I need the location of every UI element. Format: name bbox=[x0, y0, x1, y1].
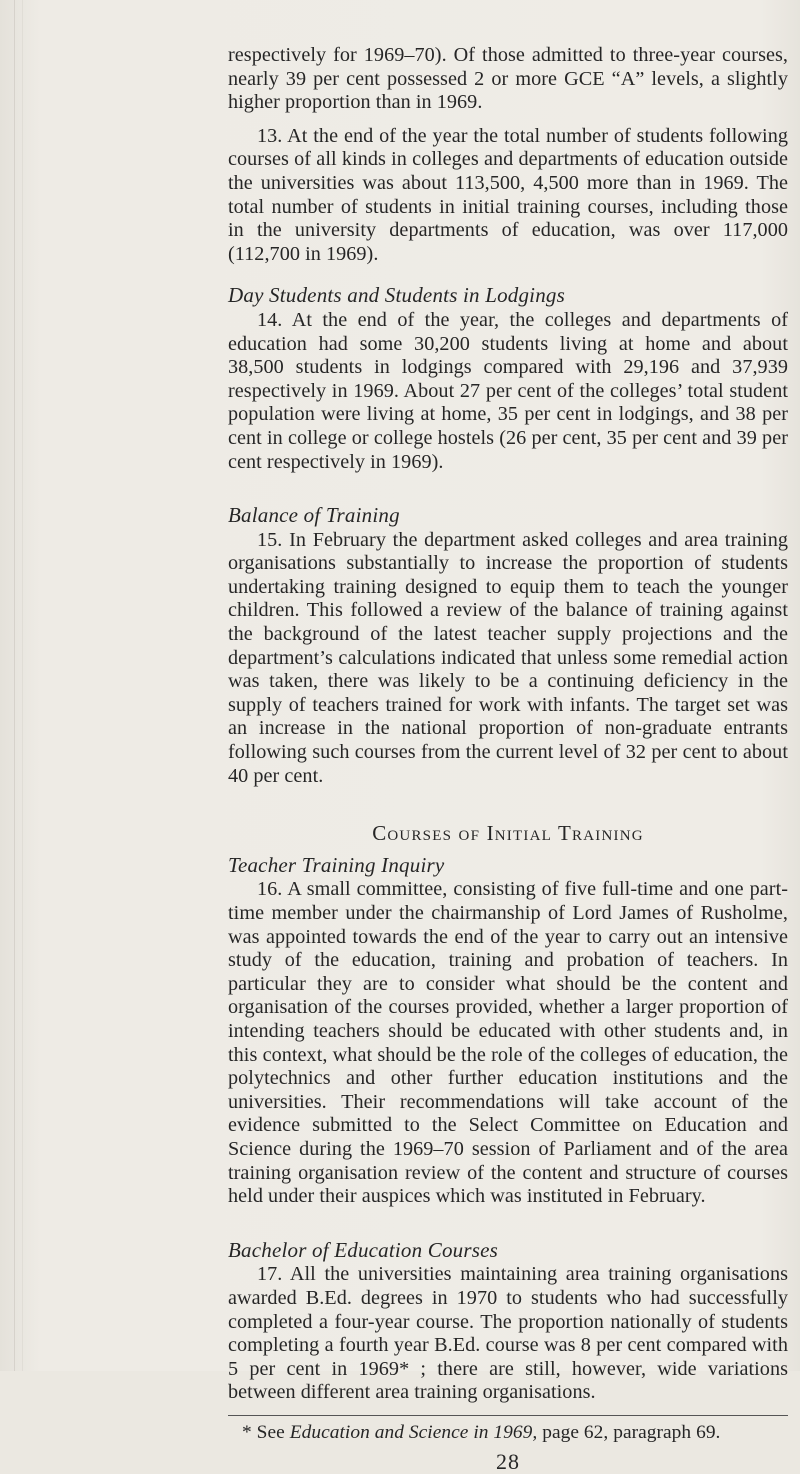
heading-bachelor-of-education: Bachelor of Education Courses bbox=[228, 1237, 499, 1262]
footnote-marker: * See bbox=[242, 1421, 285, 1443]
heading-day-students: Day Students and Students in Lodgings bbox=[228, 283, 565, 308]
paragraph-13: 13. At the end of the year the total number of students following courses of all kinds in colleges and departments of education outside the universities was about 113,500, 4,500 more than in 1969. The total number of students in initial training courses, including those in the university departments of education, was over 117,000 (112,700 in 1969). bbox=[228, 124, 788, 265]
heading-teacher-training-inquiry: Teacher Training Inquiry bbox=[228, 852, 445, 877]
paragraph-17: 17. All the universities maintaining area training organisations awarded B.Ed. degrees in 1970 to students who had successfully completed a four-year course. The proportion nationally of students completing a fourth year B.Ed. course was 8 per cent compared with 5 per cent in 1969* ; there are still, however, wide variations between different area training organisations. bbox=[228, 1263, 788, 1404]
heading-balance-of-training: Balance of Training bbox=[228, 503, 400, 528]
paragraph-15: 15. In February the department asked colleges and area training organisations substantially to increase the proportion of students undertaking training designed to equip them to teach the younger children. This followed a review of the balance of training against the background of the latest teacher supply projections and the department’s calculations indicated that unless some remedial action was taken, there was likely to be a continuing deficiency in the supply of teachers trained for work with infants. The target set was an increase in the national proportion of non-graduate entrants following such courses from the current level of 32 per cent to about 40 per cent. bbox=[228, 528, 788, 787]
scan-edge-line bbox=[14, 0, 15, 1371]
paragraph-16: 16. A small committee, consisting of five full-time and one part-time member under the chairmanship of Lord James of Rusholme, was appointed towards the end of the year to carry out an intensive study of the education, training and probation of teachers. In particular they are to consider what should be the content and organisation of the courses provided, whether a larger proportion of intending teachers should be educated with other students and, in this context, what should be the role of the colleges of education, the polytechnics and other further education institutions and the universities. Their recommendations will take account of the evidence submitted to the Select Committee on Education and Science during the 1969–70 session of Parliament and of the area training organisation review of the content and structure of courses held under their auspices which was instituted in February. bbox=[228, 878, 788, 1208]
footnote-title: Education and Science in 1969, bbox=[289, 1421, 538, 1443]
scan-edge-line bbox=[22, 0, 23, 1371]
page-number: 28 bbox=[496, 1448, 520, 1474]
footnote bbox=[228, 1422, 788, 1444]
paragraph-14: 14. At the end of the year, the colleges and departments of education had some 30,200 students living at home and about 38,500 students in lodgings compared with 29,196 and 37,939 respectively in 1969. About 27 per cent of the colleges’ total student population were living at home, 35 per cent in lodgings, and 38 per cent in college or college hostels (26 per cent, 35 per cent and 39 per cent respectively in 1969). bbox=[228, 308, 788, 473]
opening-paragraph: respectively for 1969–70). Of those admitted to three-year courses, nearly 39 per cent possessed 2 or more GCE “A” levels, a slightly higher proportion than in 1969. bbox=[228, 44, 788, 114]
page-body bbox=[228, 44, 788, 1473]
footnote-rest: page 62, paragraph 69. bbox=[542, 1421, 721, 1443]
footnote-rule bbox=[228, 1415, 788, 1416]
section-title: Courses of Initial Training bbox=[372, 821, 644, 846]
